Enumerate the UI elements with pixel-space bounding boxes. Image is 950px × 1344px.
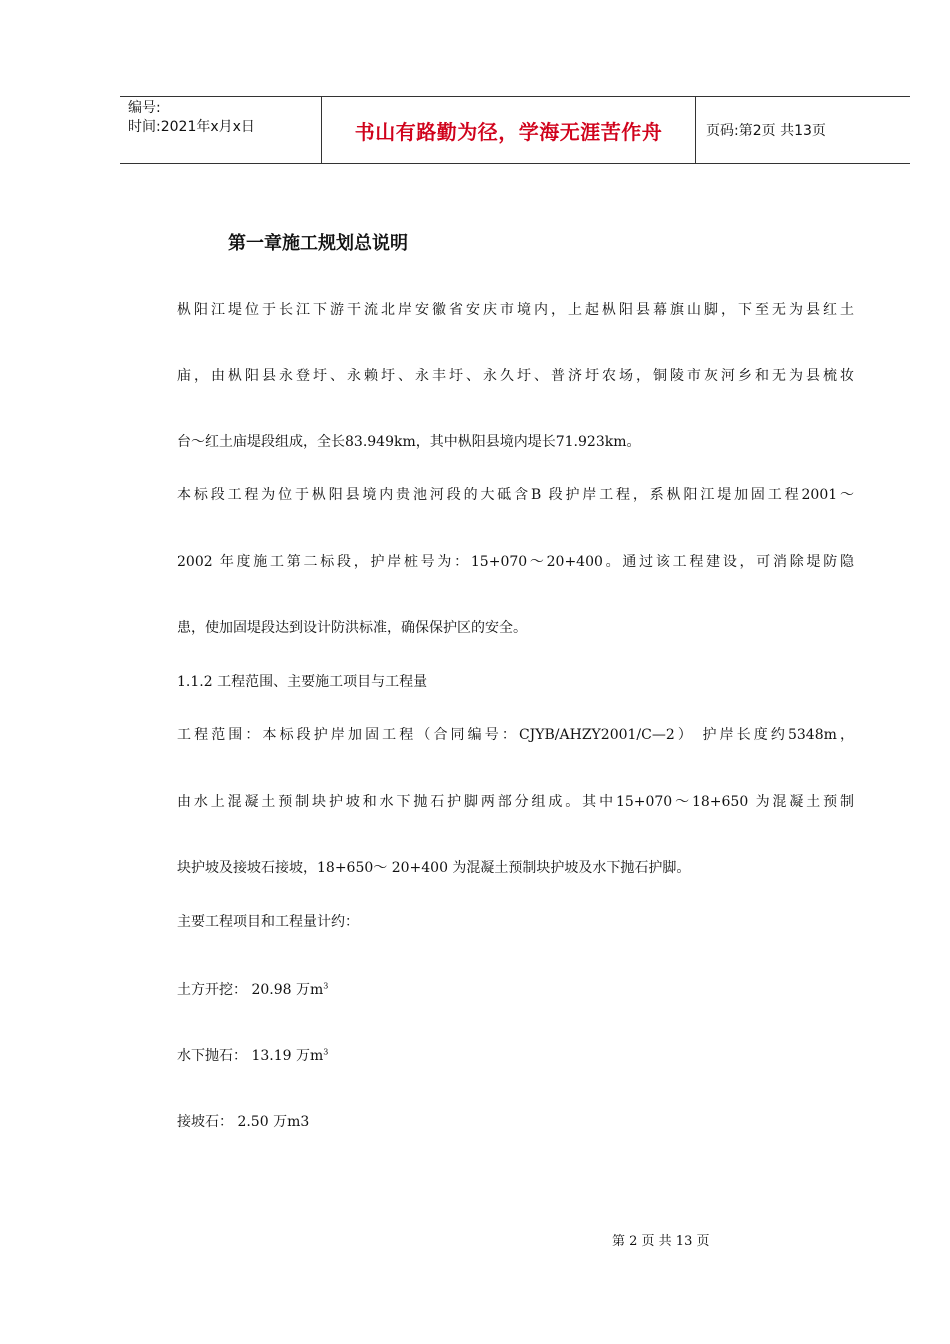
paragraph-line: 由水上混凝土预制块护坡和水下抛石护脚两部分组成。其中15+070～18+650 为混凝土预制 <box>177 794 854 810</box>
quantity-slope <box>177 1112 309 1132</box>
header-meta-cell <box>120 97 322 163</box>
quantity-label: 水下抛石： <box>177 1048 247 1064</box>
quantity-stone <box>177 1046 328 1066</box>
quantity-label: 土方开挖： <box>177 982 247 998</box>
paragraph-line: 本标段工程为位于枞阳县境内贵池河段的大砥含B 段护岸工程，系枞阳江堤加固工程2001～ <box>177 487 854 503</box>
number-label: 编号: <box>128 100 161 116</box>
page-footer: 第 2 页 共 13 页 <box>612 1234 710 1249</box>
paragraph-line: 工程范围：本标段护岸加固工程（合同编号：CJYB/AHZY2001/C—2） 护岸长度约5348m， <box>177 727 854 743</box>
paragraph-line: 枞阳江堤位于长江下游干流北岸安徽省安庆市境内，上起枞阳县幕旗山脚，下至无为县红土 <box>177 302 854 318</box>
page-label: 页码:第2页 共13页 <box>706 123 826 139</box>
paragraph-line: 庙，由枞阳县永登圩、永赖圩、永丰圩、永久圩、普济圩农场，铜陵市灰河乡和无为县梳妆 <box>177 368 854 384</box>
quantity-label: 接坡石： <box>177 1114 233 1130</box>
quantity-earth <box>177 980 328 1000</box>
header-page-cell <box>696 97 910 163</box>
section-heading: 1.1.2 工程范围、主要施工项目与工程量 <box>177 674 428 690</box>
time-label: 时间:2021年x月x日 <box>128 119 255 135</box>
header-motto-cell <box>322 97 696 163</box>
chapter-title: 第一章施工规划总说明 <box>228 233 408 254</box>
quantity-value: 2.50 万m3 <box>237 1114 310 1130</box>
paragraph-line: 2002 年度施工第二标段，护岸桩号为：15+070～20+400。通过该工程建设，可消除堤防隐 <box>177 554 854 570</box>
unit-superscript: 3 <box>323 1047 329 1057</box>
quantity-value: 13.19 万m <box>251 1048 324 1064</box>
motto-text: 书山有路勤为径，学海无涯苦作舟 <box>354 119 663 144</box>
unit-superscript: 3 <box>323 981 329 991</box>
paragraph-line: 患，使加固堤段达到设计防洪标准，确保保护区的安全。 <box>177 620 527 636</box>
header-table <box>120 96 910 164</box>
paragraph-line: 块护坡及接坡石接坡，18+650～ 20+400 为混凝土预制块护坡及水下抛石护脚。 <box>177 860 691 876</box>
paragraph-line: 台～红土庙堤段组成，全长83.949km，其中枞阳县境内堤长71.923km。 <box>177 434 641 450</box>
quantity-value: 20.98 万m <box>251 982 324 998</box>
paragraph-line: 主要工程项目和工程量计约： <box>177 914 359 930</box>
